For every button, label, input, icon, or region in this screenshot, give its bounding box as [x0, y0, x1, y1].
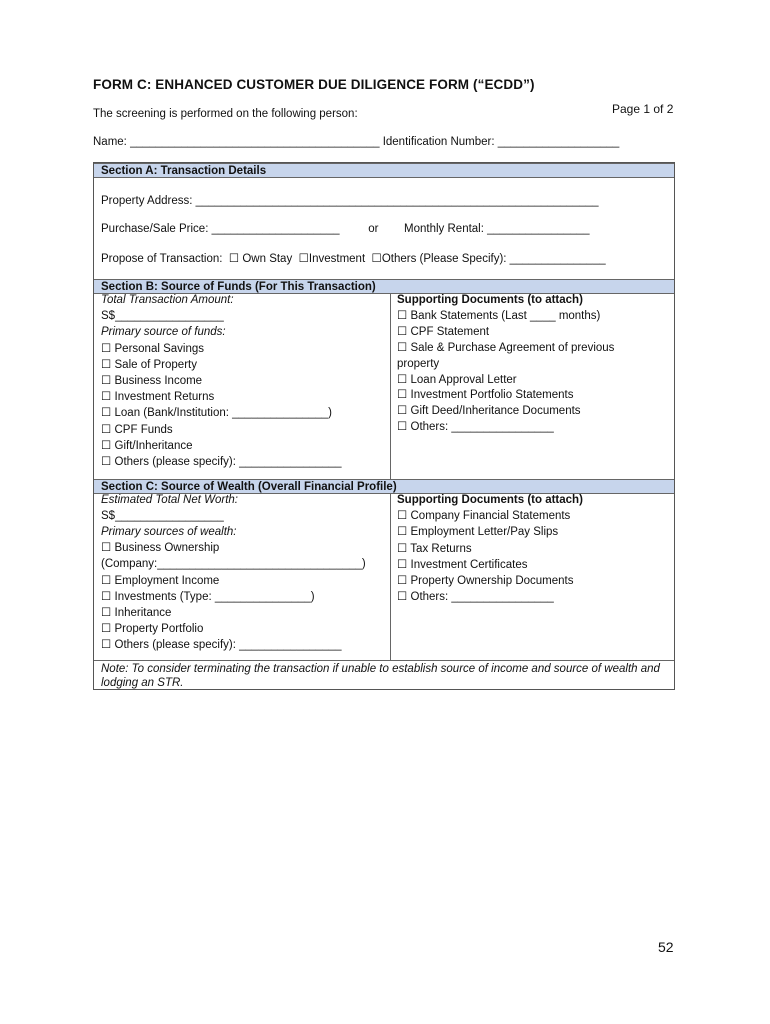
checkbox-option[interactable]: ☐ Investment Portfolio Statements — [397, 389, 574, 402]
checkbox-option[interactable]: ☐ Gift/Inheritance — [101, 439, 193, 452]
checkbox-option[interactable]: ☐ Employment Income — [101, 574, 220, 587]
checkbox-option[interactable]: ☐ Company Financial Statements — [397, 510, 571, 523]
checkbox-option[interactable]: ☐ Gift Deed/Inheritance Documents — [397, 405, 581, 418]
checkbox-option[interactable]: ☐ CPF Statement — [397, 325, 490, 338]
field-label: (Company:________________________________) — [101, 558, 366, 571]
form-title: FORM C: ENHANCED CUSTOMER DUE DILIGENCE FORM (“ECDD”) — [93, 77, 535, 92]
field-label: property — [397, 357, 440, 370]
checkbox-option[interactable]: ☐ Loan (Bank/Institution: _______________) — [101, 407, 332, 420]
price-row[interactable]: Purchase/Sale Price: ____________________ or Monthly Rental: ________________ — [101, 223, 590, 235]
page-number: 52 — [658, 939, 674, 955]
checkbox-option[interactable]: ☐ Employment Letter/Pay Slips — [397, 526, 559, 539]
checkbox-option[interactable]: ☐ Sale of Property — [101, 358, 197, 371]
property-address-field[interactable]: Property Address: _______________________________________________________________ — [101, 195, 599, 207]
checkbox-option[interactable]: ☐ Loan Approval Letter — [397, 373, 517, 386]
field-label: S$_________________ — [101, 510, 224, 523]
screening-text: The screening is performed on the following person: — [93, 108, 358, 120]
note-divider — [94, 660, 674, 661]
checkbox-option[interactable]: ☐ Property Ownership Documents — [397, 575, 574, 587]
field-label: Estimated Total Net Worth: — [101, 494, 238, 506]
checkbox-option[interactable]: ☐ Investment Certificates — [397, 558, 528, 571]
field-label: Supporting Documents (to attach) — [397, 494, 583, 506]
checkbox-option[interactable]: ☐ Bank Statements (Last ____ months) — [397, 309, 601, 322]
section-c-header: Section C: Source of Wealth (Overall Financial Profile) — [94, 479, 674, 494]
field-label: Primary source of funds: — [101, 326, 226, 339]
checkbox-option[interactable]: ☐ Others: ________________ — [397, 591, 554, 604]
field-label: Total Transaction Amount: — [101, 294, 234, 306]
checkbox-option[interactable]: ☐ Tax Returns — [397, 542, 472, 555]
field-label: Primary sources of wealth: — [101, 526, 237, 539]
checkbox-option[interactable]: ☐ Investments (Type: _______________) — [101, 590, 315, 603]
checkbox-option[interactable]: ☐ CPF Funds — [101, 423, 173, 436]
field-label: Supporting Documents (to attach) — [397, 294, 583, 306]
name-row[interactable]: Name: _______________________________________ Identification Number: ___________________ — [93, 136, 620, 148]
section-b-header: Section B: Source of Funds (For This Transaction) — [94, 279, 674, 294]
checkbox-option[interactable]: ☐ Investment Returns — [101, 391, 215, 404]
checkbox-option[interactable]: ☐ Business Ownership — [101, 542, 220, 555]
checkbox-option[interactable]: ☐ Sale & Purchase Agreement of previous — [397, 341, 615, 354]
checkbox-option[interactable]: ☐ Property Portfolio — [101, 622, 204, 635]
note-text: Note: To consider terminating the transaction if unable to establish source of income and source of wealth and lodging an STR. — [101, 663, 660, 689]
checkbox-option[interactable]: ☐ Personal Savings — [101, 342, 205, 355]
section-c-divider — [390, 493, 391, 661]
field-label: S$_________________ — [101, 310, 224, 323]
page-label: Page 1 of 2 — [612, 102, 674, 116]
form-table — [93, 162, 675, 690]
section-a-header: Section A: Transaction Details — [94, 163, 674, 178]
checkbox-option[interactable]: ☐ Others (please specify): ________________ — [101, 638, 342, 651]
checkbox-option[interactable]: ☐ Business Income — [101, 375, 203, 387]
purpose-row[interactable]: Propose of Transaction: ☐ Own Stay ☐Investment ☐Others (Please Specify): _______________ — [101, 253, 606, 265]
checkbox-option[interactable]: ☐ Inheritance — [101, 606, 172, 619]
checkbox-option[interactable]: ☐ Others: ________________ — [397, 421, 554, 434]
section-b-divider — [390, 293, 391, 479]
checkbox-option[interactable]: ☐ Others (please specify): ________________ — [101, 456, 342, 468]
